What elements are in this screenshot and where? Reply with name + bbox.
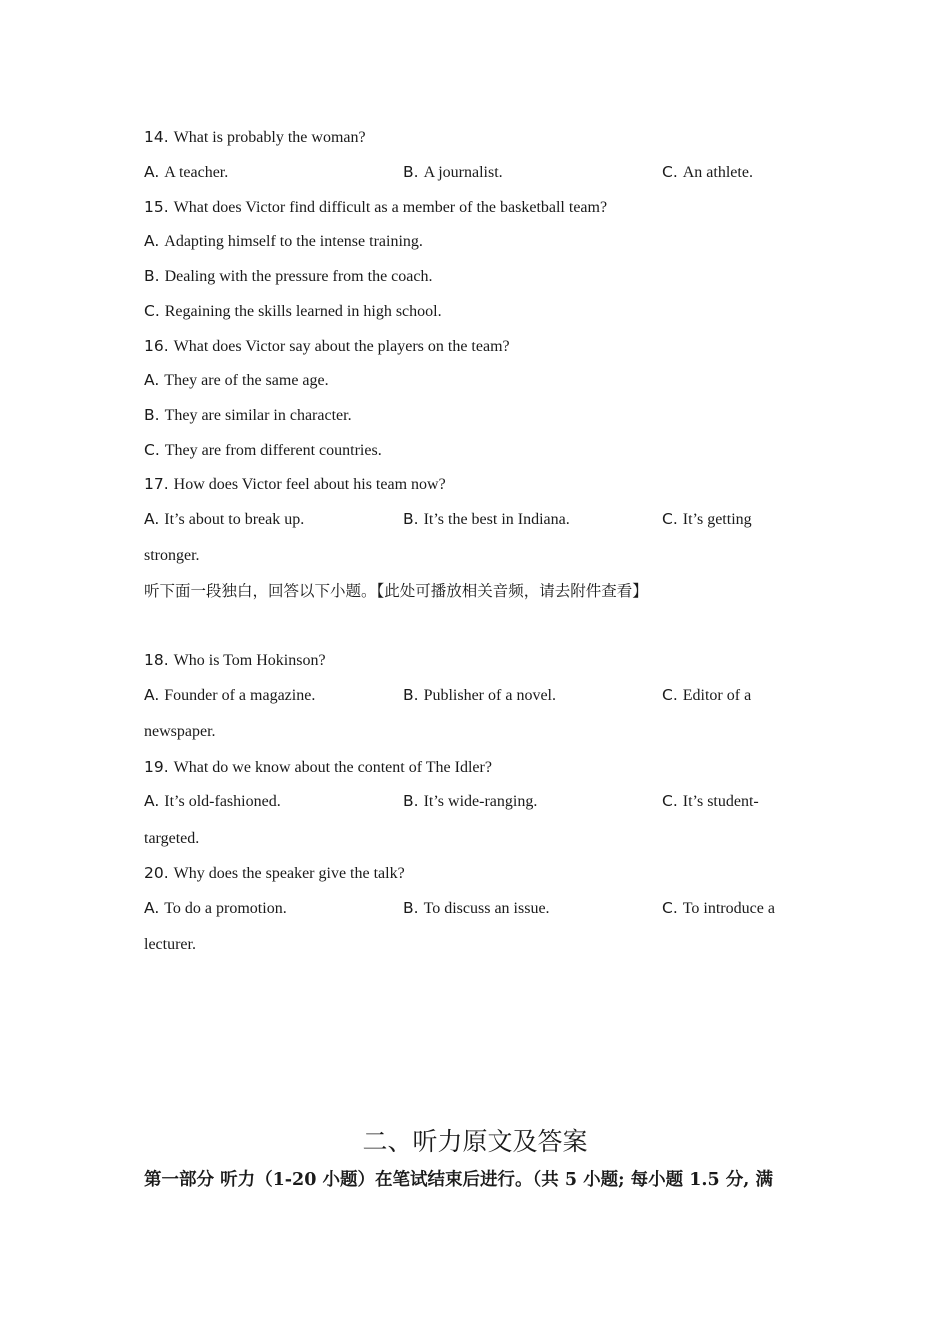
option-text: Dealing with the pressure from the coach. xyxy=(164,268,433,285)
question-text: How does Victor feel about his team now? xyxy=(173,476,446,493)
option-b xyxy=(403,898,550,919)
option-a xyxy=(144,370,329,391)
option-text: Regaining the skills learned in high school. xyxy=(164,303,442,320)
option-letter: C. xyxy=(662,899,678,917)
section-subtitle: 第一部分 听力（1-20 小题）在笔试结束后进行。（共 5 小题; 每小题 1.5 分, 满 xyxy=(144,1170,773,1190)
option-b xyxy=(403,162,503,183)
option-letter: C. xyxy=(662,686,678,704)
option-c xyxy=(144,301,442,322)
question-number: 20. xyxy=(144,864,169,882)
option-text: Publisher of a novel. xyxy=(423,687,556,704)
option-letter: B. xyxy=(403,686,419,704)
option-text: It’s old-fashioned. xyxy=(164,793,281,810)
option-text: A teacher. xyxy=(164,164,229,181)
option-c xyxy=(662,509,752,530)
question-15 xyxy=(144,197,607,218)
option-c-continuation: targeted. xyxy=(144,830,200,847)
option-letter: B. xyxy=(144,406,160,424)
question-14 xyxy=(144,127,366,148)
option-a xyxy=(144,898,287,919)
question-text: Why does the speaker give the talk? xyxy=(173,865,405,882)
option-text: They are similar in character. xyxy=(164,407,352,424)
listening-instruction: 听下面一段独白，回答以下小题。【此处可播放相关音频，请去附件查看】 xyxy=(144,582,648,600)
question-number: 15. xyxy=(144,198,169,216)
option-a xyxy=(144,509,304,530)
option-a xyxy=(144,791,281,812)
option-text: It’s about to break up. xyxy=(164,511,305,528)
option-c xyxy=(662,791,759,812)
question-text: What do we know about the content of The Idler? xyxy=(173,759,492,776)
question-text: What is probably the woman? xyxy=(173,129,366,146)
option-c-continuation: lecturer. xyxy=(144,936,196,953)
question-19 xyxy=(144,757,492,778)
option-text: It’s student- xyxy=(682,793,759,810)
question-number: 14. xyxy=(144,128,169,146)
option-letter: A. xyxy=(144,371,160,389)
section-title: 二、听力原文及答案 xyxy=(362,1127,588,1156)
option-text: They are of the same age. xyxy=(164,372,329,389)
option-text: An athlete. xyxy=(682,164,753,181)
option-letter: A. xyxy=(144,792,160,810)
option-text: It’s the best in Indiana. xyxy=(423,511,570,528)
question-number: 18. xyxy=(144,651,169,669)
question-number: 19. xyxy=(144,758,169,776)
option-c xyxy=(144,440,382,461)
question-18 xyxy=(144,650,326,671)
option-b xyxy=(144,266,432,287)
option-a xyxy=(144,162,228,183)
option-letter: C. xyxy=(144,302,160,320)
option-text: Adapting himself to the intense training. xyxy=(164,233,423,250)
option-letter: B. xyxy=(144,267,160,285)
question-20 xyxy=(144,863,405,884)
option-text: They are from different countries. xyxy=(164,442,382,459)
option-letter: A. xyxy=(144,899,160,917)
option-a xyxy=(144,231,423,252)
question-16 xyxy=(144,336,510,357)
option-a xyxy=(144,685,315,706)
option-text: To do a promotion. xyxy=(164,900,287,917)
option-letter: A. xyxy=(144,510,160,528)
option-letter: C. xyxy=(662,792,678,810)
option-c-continuation: stronger. xyxy=(144,547,200,564)
option-b xyxy=(403,685,556,706)
option-letter: C. xyxy=(662,163,678,181)
option-text: It’s wide-ranging. xyxy=(423,793,538,810)
option-letter: B. xyxy=(403,510,419,528)
option-c-continuation: newspaper. xyxy=(144,723,216,740)
option-letter: B. xyxy=(403,899,419,917)
option-letter: B. xyxy=(403,163,419,181)
question-number: 17. xyxy=(144,475,169,493)
question-text: Who is Tom Hokinson? xyxy=(173,652,326,669)
option-c xyxy=(662,898,775,919)
option-text: A journalist. xyxy=(423,164,503,181)
option-letter: A. xyxy=(144,163,160,181)
option-b xyxy=(403,509,570,530)
option-text: Founder of a magazine. xyxy=(164,687,316,704)
option-c xyxy=(662,162,753,183)
question-17 xyxy=(144,474,446,495)
question-number: 16. xyxy=(144,337,169,355)
option-c xyxy=(662,685,751,706)
question-text: What does Victor find difficult as a member of the basketball team? xyxy=(173,199,608,216)
option-text: To introduce a xyxy=(682,900,775,917)
question-text: What does Victor say about the players on the team? xyxy=(173,338,510,355)
option-letter: C. xyxy=(144,441,160,459)
option-b xyxy=(144,405,352,426)
option-letter: B. xyxy=(403,792,419,810)
option-letter: A. xyxy=(144,686,160,704)
option-letter: C. xyxy=(662,510,678,528)
option-text: Editor of a xyxy=(682,687,752,704)
option-letter: A. xyxy=(144,232,160,250)
option-text: It’s getting xyxy=(682,511,752,528)
option-b xyxy=(403,791,537,812)
option-text: To discuss an issue. xyxy=(423,900,550,917)
